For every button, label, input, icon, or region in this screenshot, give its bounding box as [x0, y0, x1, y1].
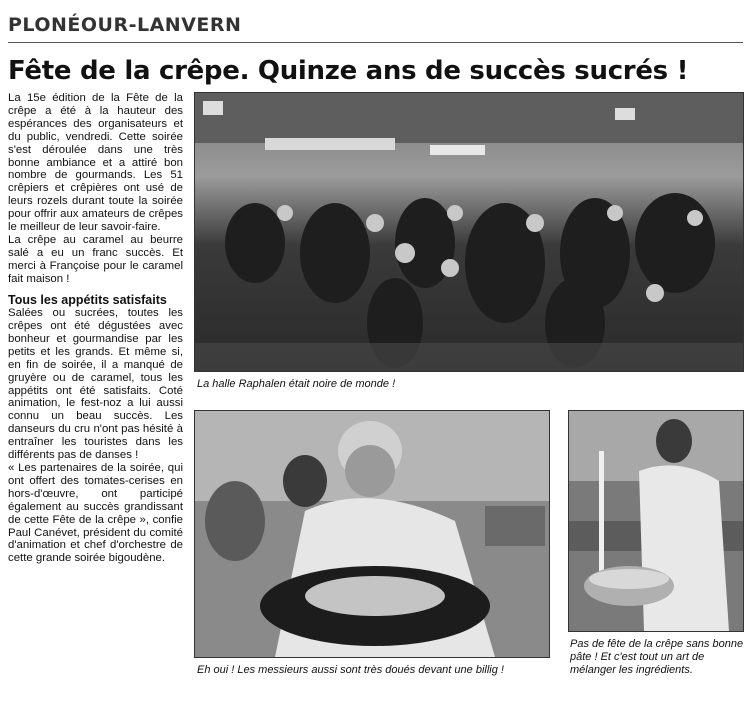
paragraph-4: « Les partenaires de la soirée, qui ont offert des tomates-cerises en hors-d'œuvre, ont participé également au succès grandissant de cette Fête de la crêpe », confie Paul Canévet, président du comité d'animation et chef d'orchestre de cette grande soirée bigoudène. — [8, 461, 183, 565]
caption-photo-batter: Pas de fête de la crêpe sans bonne pâte ! Et c'est tout un art de mélanger les ingrédients. — [570, 638, 744, 676]
subheading: Tous les appétits satisfaits — [8, 292, 167, 307]
paragraph-3: Salées ou sucrées, toutes les crêpes ont été dégustées avec bonheur et gourmandise par les petits et les grands. Et même si, en fin de soirée, il a manqué de gruyère ou de caramel, tous les appétits ont été satisfaits. Coté animation, le fest-noz a lui aussi connu un beau succès. Les danseurs du cru n'ont pas hésité à entraîner les touristes dans les différents pas de danses ! — [8, 307, 183, 462]
caption-photo-crowd: La halle Raphalen était noire de monde ! — [197, 378, 396, 390]
section-rule — [8, 42, 743, 43]
photo-crowd — [194, 92, 744, 372]
headline: Fête de la crêpe. Quinze ans de succès sucrés ! — [8, 56, 689, 86]
photo-batter — [568, 410, 744, 632]
paragraph-1: La 15e édition de la Fête de la crêpe a été à la hauteur des espérances des organisateurs et du public, vendredi. Cette soirée s'est déroulée dans une très bonne ambiance et a attiré bon nombre de gourmands. Les 51 crêpiers et crêpières ont usé de leurs rozels durant toute la soirée pour offrir aux amateurs de crêpes le meilleur de leur savoir-faire. — [8, 92, 183, 234]
paragraph-2: La crêpe au caramel au beurre salé a eu un franc succès. Et merci à Françoise pour le caramel fait maison ! — [8, 233, 183, 285]
article-body — [8, 92, 183, 565]
section-title: PLONÉOUR-LANVERN — [8, 14, 242, 36]
photo-crepe-makers — [194, 410, 550, 658]
caption-photo-crepe-makers: Eh oui ! Les messieurs aussi sont très doués devant une billig ! — [197, 664, 504, 676]
